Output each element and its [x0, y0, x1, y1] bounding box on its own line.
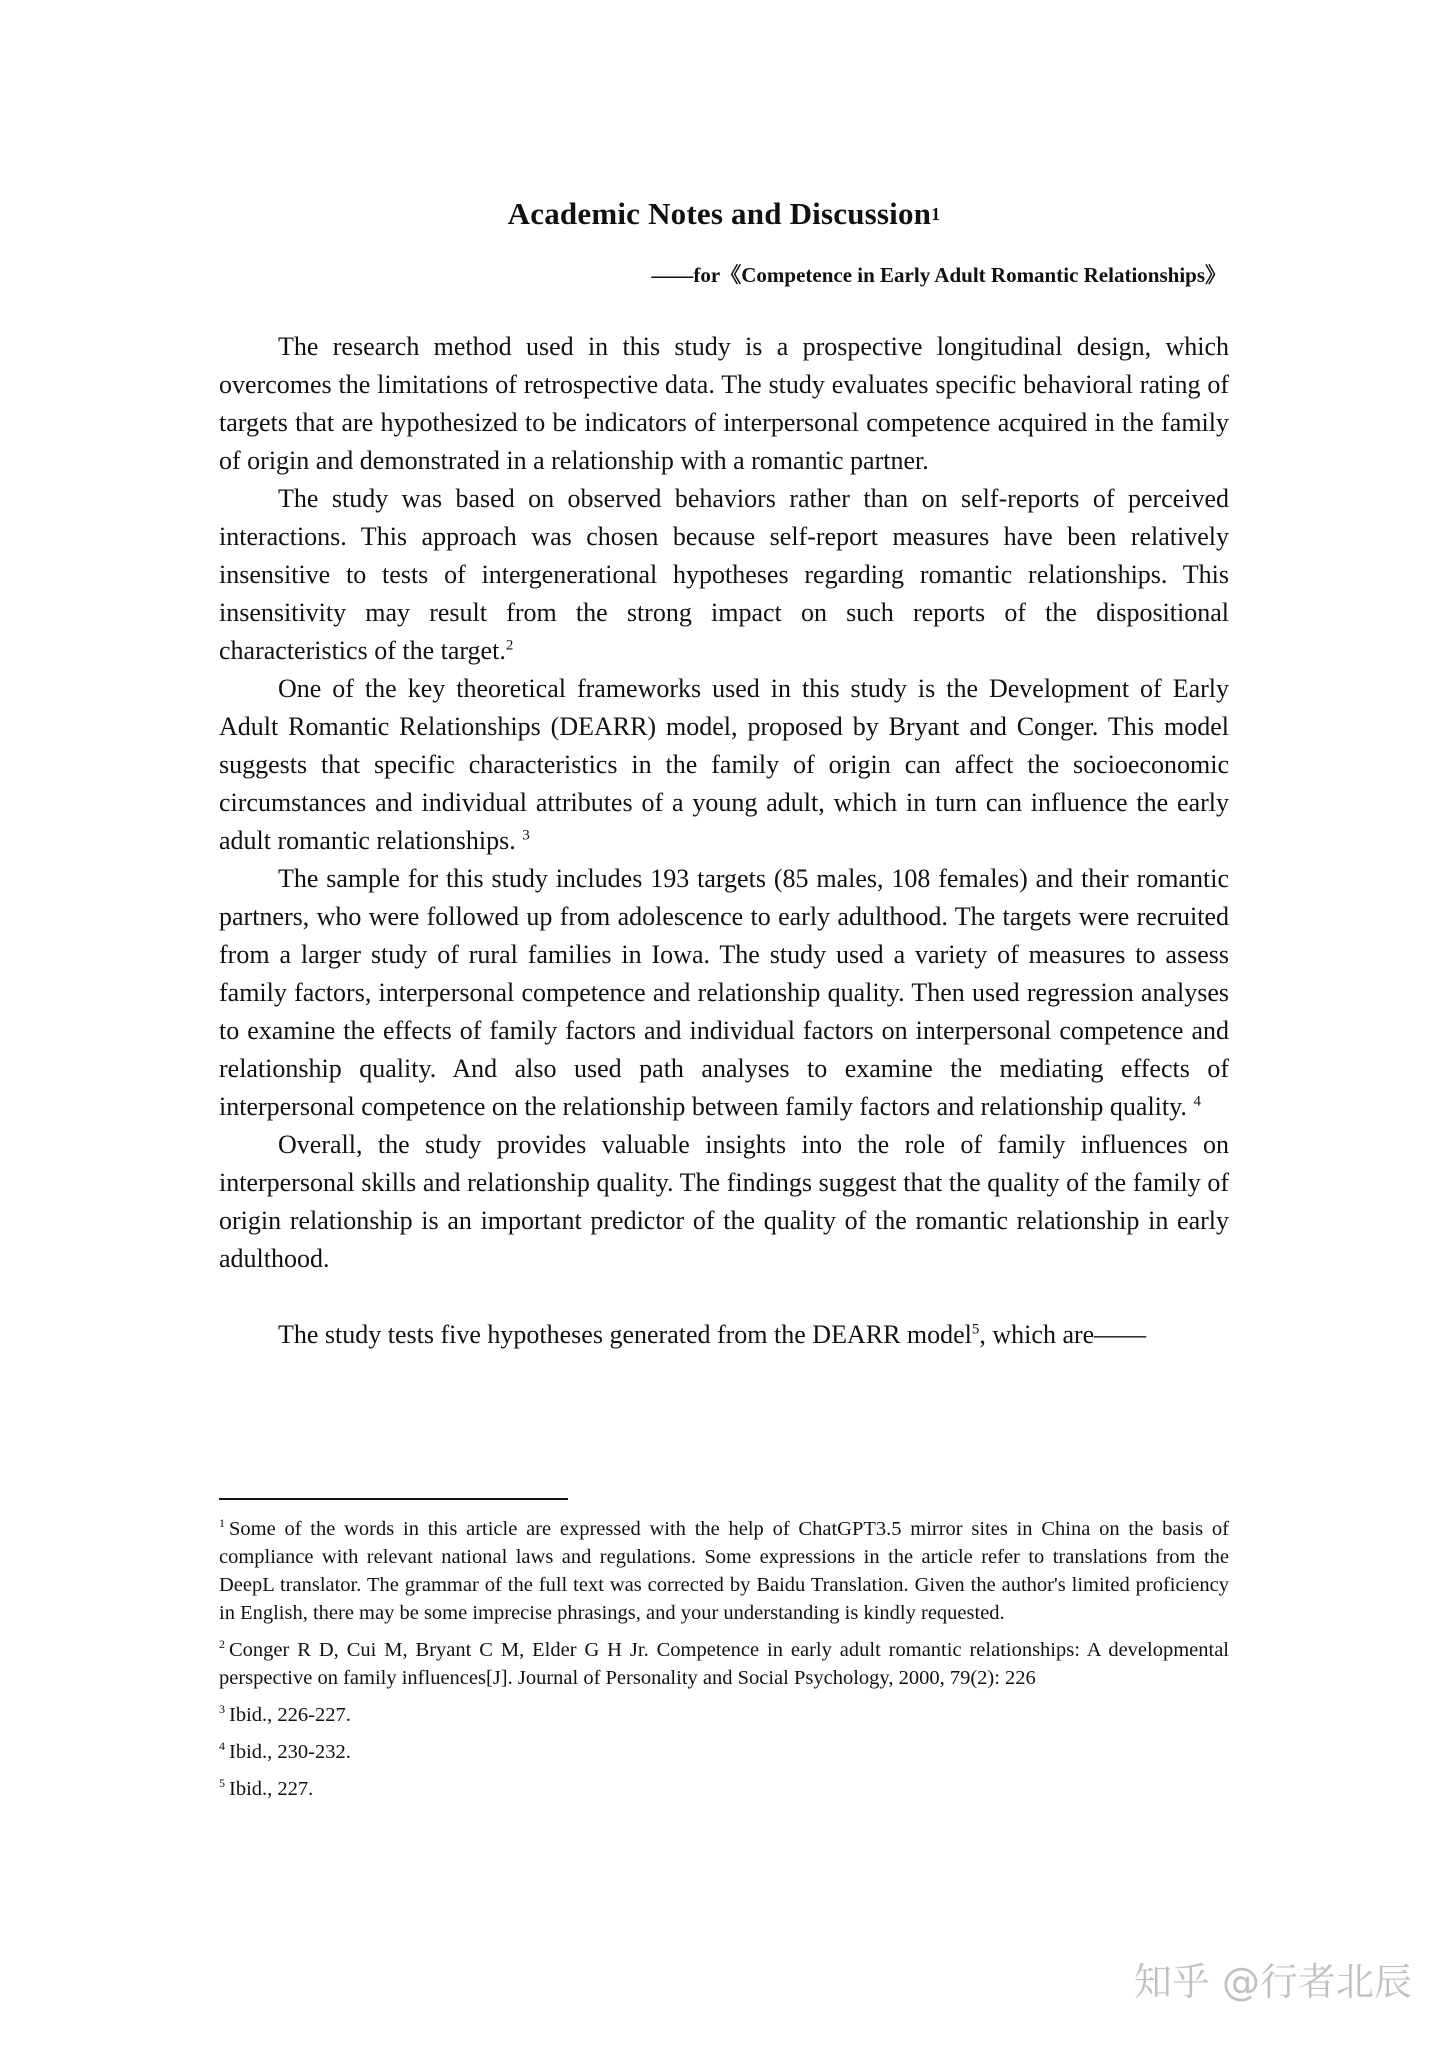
paragraph-text: One of the key theoretical frameworks used in this study is the Development of Early Adult Romantic Relationships (DEARR) model, proposed by Bryant and Conger. This model suggests that specific characteristics in the family of origin can affect the socioeconomic circumstances and individual attributes of a young adult, which in turn can influence the early adult romantic relationships. [219, 674, 1229, 855]
hypotheses-intro-text: The study tests five hypotheses generated from the DEARR model [278, 1320, 972, 1349]
zhihu-watermark: 知乎 @行者北辰 [1133, 1960, 1412, 2004]
footnote-ref[interactable]: 5 [971, 1321, 980, 1338]
body-paragraph [219, 860, 1229, 1126]
footnote-text: Conger R D, Cui M, Bryant C M, Elder G H Jr. Competence in early adult romantic relationships: A developmental perspective on family influences[J]. Journal of Personality and Social Psychology, 2000, 79(2): 226 [219, 1639, 1229, 1689]
footnote-text: Ibid., 227. [229, 1778, 314, 1800]
body-paragraph [219, 1126, 1229, 1278]
hypotheses-intro [219, 1316, 1229, 1354]
title-footnote-ref[interactable]: 1 [931, 204, 941, 224]
footnote-item [219, 1775, 1229, 1803]
footnote-item [219, 1738, 1229, 1766]
footnote-number: 1 [219, 1516, 225, 1531]
footnote-item [219, 1515, 1229, 1627]
document-subtitle: ——for《Competence in Early Adult Romantic Relationships》 [651, 263, 1226, 287]
body-paragraph [219, 328, 1229, 480]
paragraph-text: Overall, the study provides valuable insights into the role of family influences on interpersonal skills and relationship quality. The findings suggest that the quality of the family of origin relationship is an important predictor of the quality of the romantic relationship in early adulthood. [219, 1130, 1229, 1273]
document-title [0, 196, 1448, 232]
footnotes-section [219, 1515, 1229, 1812]
paragraph-text: The research method used in this study is a prospective longitudinal design, which overcomes the limitations of retrospective data. The study evaluates specific behavioral rating of targets that are hypothesized to be indicators of interpersonal competence acquired in the family of origin and demonstrated in a relationship with a romantic partner. [219, 332, 1229, 475]
footnote-text: Some of the words in this article are expressed with the help of ChatGPT3.5 mirror sites in China on the basis of compliance with relevant national laws and regulations. Some expressions in the article refer to translations from the DeepL translator. The grammar of the full text was corrected by Baidu Translation. Given the author's limited proficiency in English, there may be some imprecise phrasings, and your understanding is kindly requested. [219, 1518, 1229, 1624]
footnote-item [219, 1636, 1229, 1692]
footnote-ref[interactable]: 4 [1193, 1093, 1201, 1110]
footnote-item [219, 1701, 1229, 1729]
footnote-ref[interactable]: 2 [505, 637, 514, 654]
footnote-text: Ibid., 230-232. [229, 1741, 351, 1763]
body-paragraph [219, 480, 1229, 670]
body-text [219, 328, 1229, 1354]
footnote-number: 3 [219, 1702, 225, 1717]
paragraph-text: The sample for this study includes 193 targets (85 males, 108 females) and their romantic partners, who were followed up from adolescence to early adulthood. The targets were recruited from a larger study of rural families in Iowa. The study used a variety of measures to assess family factors, interpersonal competence and relationship quality. Then used regression analyses to examine the effects of family factors and individual factors on interpersonal competence and relationship quality. And also used path analyses to examine the mediating effects of interpersonal competence on the relationship between family factors and relationship quality. [219, 864, 1229, 1121]
body-paragraph [219, 670, 1229, 860]
title-text: Academic Notes and Discussion [507, 196, 932, 231]
footnote-divider [219, 1498, 568, 1500]
footnote-number: 5 [219, 1776, 225, 1791]
hypotheses-intro-tail: , which are—— [979, 1320, 1147, 1349]
footnote-number: 4 [219, 1739, 225, 1754]
paragraph-text: The study was based on observed behaviors rather than on self-reports of perceived interactions. This approach was chosen because self-report measures have been relatively insensitive to tests of intergenerational hypotheses regarding romantic relationships. This insensitivity may result from the strong impact on such reports of the dispositional characteristics of the target. [219, 484, 1229, 665]
footnote-text: Ibid., 226-227. [229, 1704, 351, 1726]
footnote-number: 2 [219, 1637, 225, 1652]
footnote-ref[interactable]: 3 [522, 827, 530, 844]
